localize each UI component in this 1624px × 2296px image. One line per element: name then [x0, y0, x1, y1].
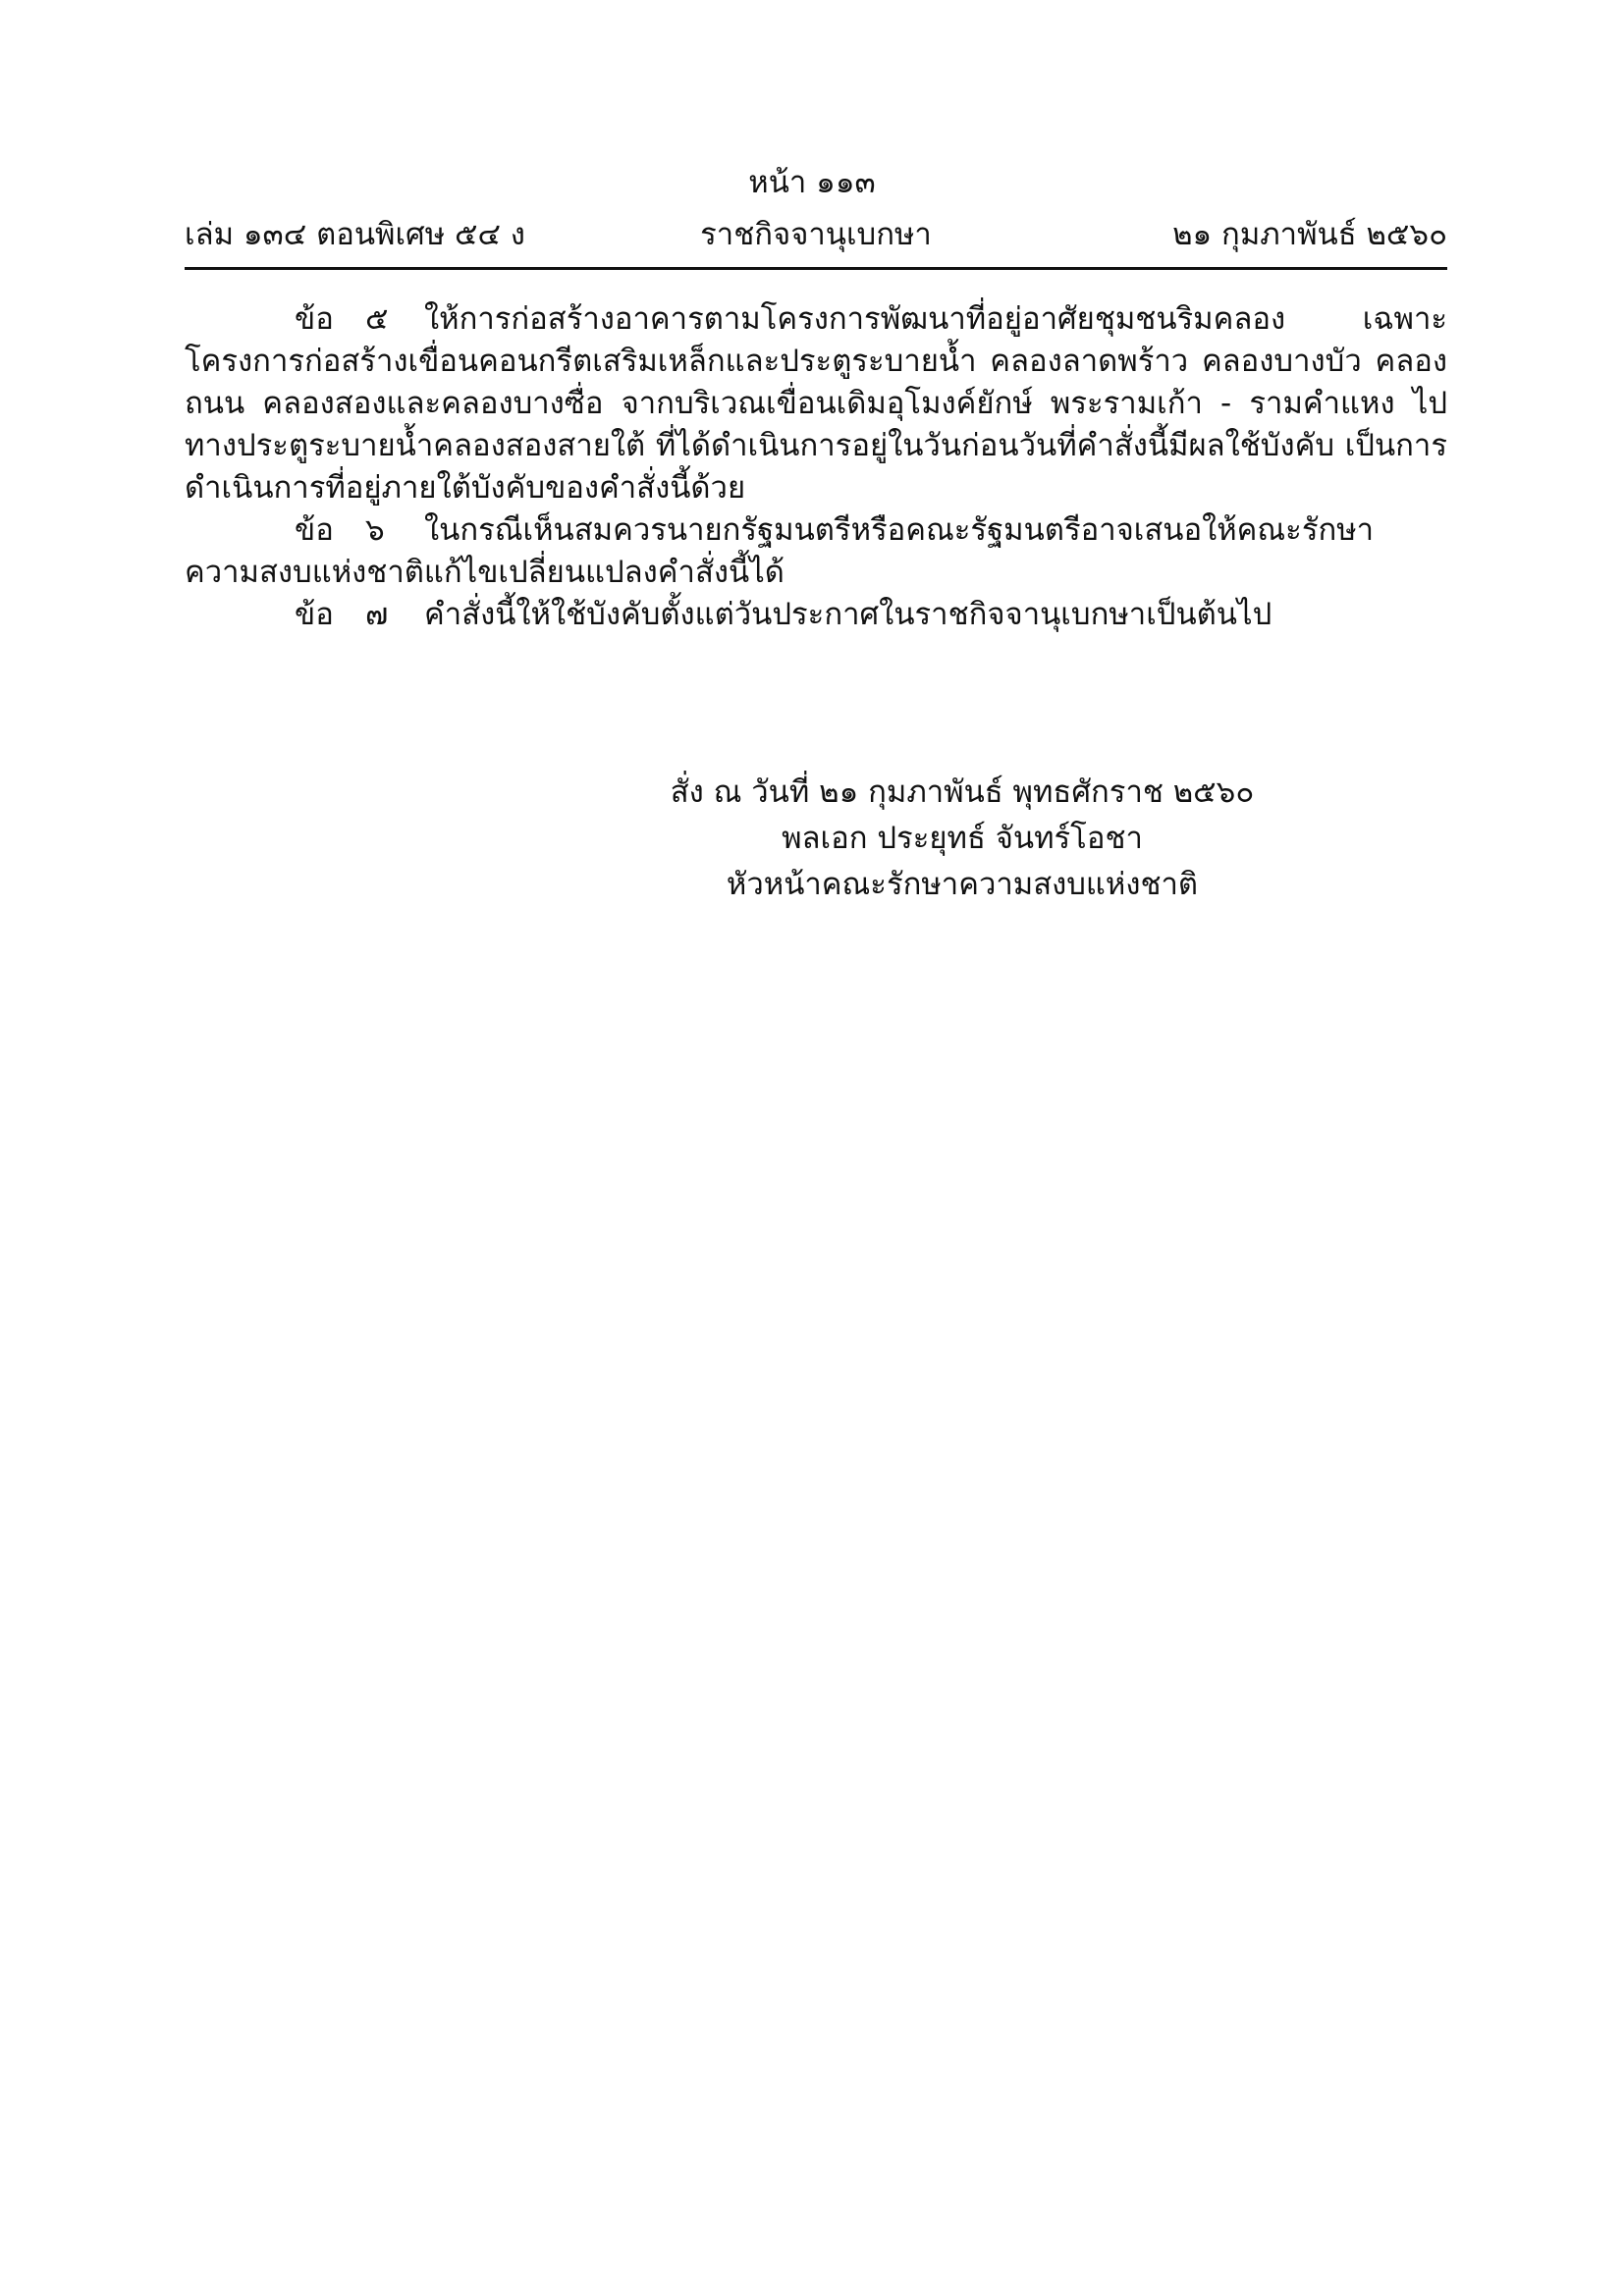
clause-label: ข้อ — [295, 512, 334, 548]
volume-issue: เล่ม ๑๓๔ ตอนพิเศษ ๕๔ ง — [185, 217, 525, 252]
page-number: หน้า ๑๑๓ — [748, 165, 876, 200]
order-body — [185, 298, 1447, 636]
clause-5 — [185, 298, 1447, 509]
signature-block — [589, 770, 1335, 908]
publication-date: ๒๑ กุมภาพันธ์ ๒๕๖๐ — [1172, 217, 1447, 252]
clause-6 — [185, 509, 1447, 594]
clause-7 — [185, 594, 1447, 636]
clause-label: ข้อ — [295, 301, 334, 337]
signatory-title: หัวหน้าคณะรักษาความสงบแห่งชาติ — [726, 867, 1199, 902]
clause-number: ๖ — [365, 512, 385, 548]
clause-text: คำสั่งนี้ให้ใช้บังคับตั้งแต่วันประกาศในราชกิจจานุเบกษาเป็นต้นไป — [424, 597, 1272, 632]
signature-date: สั่ง ณ วันที่ ๒๑ กุมภาพันธ์ พุทธศักราช ๒๕๖๐ — [670, 774, 1255, 810]
header-divider — [185, 267, 1447, 270]
publication-name: ราชกิจจานุเบกษา — [700, 217, 932, 252]
clause-text: ในกรณีเห็นสมควรนายกรัฐมนตรีหรือคณะรัฐมนตรีอาจเสนอให้คณะรักษาความสงบแห่งชาติแก้ไขเปลี่ยนแปลงคำสั่งนี้ได้ — [185, 512, 1375, 590]
signatory-name: พลเอก ประยุทธ์ จันทร์โอชา — [782, 821, 1143, 856]
clause-number: ๕ — [365, 301, 389, 337]
clause-label: ข้อ — [295, 597, 334, 632]
clause-number: ๗ — [365, 597, 389, 632]
gazette-header — [185, 215, 1447, 254]
clause-text: ให้การก่อสร้างอาคารตามโครงการพัฒนาที่อยู่อาศัยชุมชนริมคลอง เฉพาะโครงการก่อสร้างเขื่อนคอนกรีตเสริมเหล็กและประตูระบายน้ำ คลองลาดพร้าว คลองบางบัว คลองถนน คลองสองและคลองบางซื่อ จากบริเวณเขื่อนเดิมอุโมงค์ยักษ์ พระรามเก้า - รามคำแหง ไปทางประตูระบายน้ำคลองสองสายใต้ ที่ได้ดำเนินการอยู่ในวันก่อนวันที่คำสั่งนี้มีผลใช้บังคับ เป็นการดำเนินการที่อยู่ภายใต้บังคับของคำสั่งนี้ด้วย — [185, 301, 1447, 506]
